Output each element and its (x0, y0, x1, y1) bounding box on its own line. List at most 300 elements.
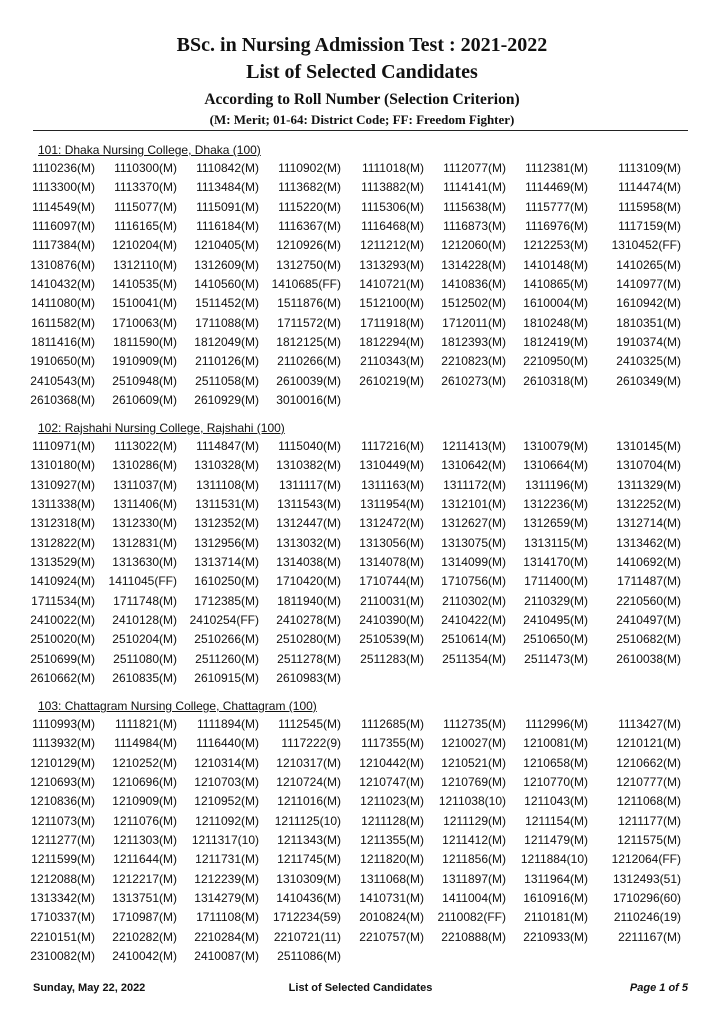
roll-number-cell: 1210121(M) (616, 736, 681, 751)
roll-number-cell: 1314099(M) (441, 554, 506, 569)
roll-number-cell: 1311329(M) (617, 477, 681, 492)
roll-number-cell: 2610039(M) (276, 373, 341, 388)
roll-number-cell: 1310452(FF) (611, 238, 681, 253)
roll-number-cell: 1410265(M) (616, 257, 681, 272)
roll-number-cell: 1211413(M) (442, 439, 506, 453)
roll-number-cell: 1710420(M) (276, 574, 341, 589)
roll-number-cell: 1411080(M) (31, 296, 95, 311)
roll-number-cell: 1312627(M) (441, 516, 506, 531)
roll-number-cell: 2211167(M) (618, 929, 681, 944)
roll-number-cell: 2610609(M) (112, 392, 177, 407)
roll-number-cell: 1211092(M) (195, 813, 259, 828)
roll-number-cell: 2210823(M) (441, 354, 506, 369)
roll-number-cell: 1812393(M) (441, 334, 506, 349)
roll-number-cell: 2511260(M) (195, 651, 259, 666)
roll-number-cell: 1210081(M) (523, 736, 588, 751)
roll-number-cell: 1311897(M) (442, 871, 506, 886)
roll-number-cell: 1111018(M) (361, 161, 424, 175)
roll-number-cell: 1410721(M) (359, 276, 424, 291)
roll-number-cell: 1112996(M) (525, 717, 588, 731)
roll-number-cell: 1113427(M) (618, 717, 681, 731)
roll-number-cell: 1410836(M) (441, 276, 506, 291)
roll-number-cell: 1114984(M) (114, 736, 177, 751)
roll-number-cell: 1116468(M) (361, 218, 424, 233)
roll-number-cell: 2110302(M) (442, 593, 506, 608)
roll-number-cell: 1312472(M) (359, 516, 424, 531)
roll-number-cell: 2511080(M) (113, 651, 177, 666)
roll-number-cell: 1211479(M) (524, 832, 588, 847)
roll-number-cell: 1211129(M) (443, 813, 506, 828)
roll-number-cell: 2110126(M) (195, 354, 259, 369)
roll-number-cell: 1710987(M) (112, 910, 177, 925)
roll-number-cell: 1511876(M) (277, 296, 341, 311)
footer-title: List of Selected Candidates (288, 982, 433, 994)
roll-number-cell: 1114549(M) (32, 199, 95, 214)
roll-number-cell: 1115638(M) (443, 199, 506, 214)
roll-number-cell: 1711108(M) (196, 910, 259, 925)
roll-number-cell: 1313462(M) (616, 535, 681, 550)
roll-number-cell: 2210933(M) (523, 929, 588, 944)
roll-number-cell: 2510020(M) (30, 632, 95, 647)
roll-number-cell: 1210777(M) (616, 774, 681, 789)
roll-number-cell: 1312110(M) (113, 257, 177, 272)
roll-number-cell: 1711748(M) (113, 593, 177, 608)
roll-number-cell: 1112545(M) (278, 717, 341, 731)
roll-number-cell: 1117216(M) (361, 439, 424, 453)
roll-number-cell: 2610273(M) (441, 373, 506, 388)
roll-number-cell: 1313056(M) (359, 535, 424, 550)
roll-number-cell: 1410535(M) (112, 276, 177, 291)
roll-number-cell: 1115220(M) (278, 199, 341, 214)
roll-number-cell: 3010016(M) (276, 392, 341, 407)
roll-number-cell: 1312750(M) (276, 257, 341, 272)
roll-number-cell: 1211154(M) (525, 813, 588, 828)
roll-number-cell: 1510041(M) (112, 296, 177, 311)
roll-number-cell: 1211745(M) (277, 852, 341, 867)
roll-number-cell: 1113932(M) (32, 736, 95, 751)
roll-number-cell: 1116440(M) (196, 736, 259, 751)
roll-number-cell: 2110181(M) (524, 910, 588, 925)
roll-number-cell: 2410278(M) (276, 612, 341, 627)
roll-number-cell: 1311406(M) (113, 496, 177, 511)
roll-number-cell: 1110300(M) (114, 161, 177, 175)
roll-number-cell: 1210769(M) (441, 774, 506, 789)
roll-number-cell: 1310180(M) (30, 458, 95, 473)
roll-number-cell: 2210560(M) (616, 593, 681, 608)
roll-number-cell: 1116097(M) (32, 218, 95, 233)
roll-number-cell: 1210314(M) (194, 755, 259, 770)
roll-number-cell: 1711487(M) (617, 574, 681, 589)
roll-number-cell: 1710337(M) (30, 910, 95, 925)
roll-number-cell: 1311954(M) (360, 496, 424, 511)
roll-number-cell: 1113370(M) (114, 180, 177, 195)
roll-number-cell: 2310082(M) (30, 948, 95, 963)
roll-number-cell: 2410128(M) (112, 612, 177, 627)
roll-number-cell: 1211343(M) (277, 832, 341, 847)
roll-number-cell: 1711088(M) (195, 315, 259, 330)
roll-number-cell: 2511058(M) (195, 373, 259, 388)
roll-number-cell: 2410422(M) (441, 612, 506, 627)
roll-number-cell: 1314170(M) (523, 554, 588, 569)
section-title-rajshahi: 102: Rajshahi Nursing College, Rajshahi (100) (38, 421, 285, 435)
roll-number-cell: 2410390(M) (359, 612, 424, 627)
roll-number-cell: 2410254(FF) (189, 612, 259, 627)
roll-number-cell: 1210696(M) (112, 774, 177, 789)
roll-number-cell: 1116184(M) (196, 218, 259, 233)
roll-number-cell: 1110993(M) (32, 717, 95, 731)
roll-number-cell: 1314078(M) (359, 554, 424, 569)
roll-number-cell: 1312493(51) (612, 871, 681, 886)
roll-number-cell: 1115777(M) (525, 199, 588, 214)
code-legend: (M: Merit; 01-64: District Code; FF: Freedom Fighter) (209, 112, 515, 127)
roll-number-cell: 1210747(M) (359, 774, 424, 789)
roll-number-cell: 1211599(M) (31, 852, 95, 867)
roll-number-cell: 1410560(M) (194, 276, 259, 291)
roll-number-cell: 1512100(M) (359, 296, 424, 311)
roll-number-cell: 1710744(M) (359, 574, 424, 589)
roll-number-cell: 1812294(M) (359, 334, 424, 349)
roll-number-cell: 1411045(FF) (108, 574, 177, 589)
roll-number-cell: 2511086(M) (277, 948, 341, 963)
roll-number-cell: 1210770(M) (523, 774, 588, 789)
roll-number-cell: 1115091(M) (196, 199, 259, 214)
roll-number-cell: 2210284(M) (194, 929, 259, 944)
roll-number-cell: 1210952(M) (194, 794, 259, 809)
roll-number-cell: 1812049(M) (194, 334, 259, 349)
roll-number-cell: 1211076(M) (113, 813, 177, 828)
roll-number-cell: 1311172(M) (443, 477, 506, 492)
roll-number-cell: 1211177(M) (618, 813, 681, 828)
roll-number-cell: 2510280(M) (276, 632, 341, 647)
roll-number-cell: 1210724(M) (276, 774, 341, 789)
roll-number-cell: 1211277(M) (31, 832, 95, 847)
roll-number-cell: 2610349(M) (616, 373, 681, 388)
roll-number-cell: 1212253(M) (523, 238, 588, 253)
roll-number-cell: 1117355(M) (361, 736, 424, 751)
roll-number-cell: 1811416(M) (31, 334, 95, 349)
roll-number-cell: 1211016(M) (277, 794, 341, 809)
roll-number-cell: 2410325(M) (616, 354, 681, 369)
roll-number-cell: 1512502(M) (441, 296, 506, 311)
roll-number-cell: 1110236(M) (32, 161, 95, 175)
roll-number-cell: 1311163(M) (361, 477, 424, 492)
roll-number-cell: 1112685(M) (361, 717, 424, 731)
roll-number-cell: 1610004(M) (523, 296, 588, 311)
roll-number-cell: 1711534(M) (31, 593, 95, 608)
roll-number-cell: 1211820(M) (360, 852, 424, 867)
roll-number-cell: 1710063(M) (112, 315, 177, 330)
roll-number-cell: 1313529(M) (30, 554, 95, 569)
roll-number-cell: 1810248(M) (523, 315, 588, 330)
roll-number-cell: 2110082(FF) (437, 910, 506, 925)
roll-number-cell: 1211355(M) (360, 832, 424, 847)
roll-number-cell: 1310449(M) (359, 458, 424, 473)
roll-number-cell: 2511354(M) (442, 651, 506, 666)
roll-number-cell: 1210926(M) (276, 238, 341, 253)
roll-number-cell: 1211068(M) (617, 794, 681, 809)
roll-number-cell: 1311964(M) (524, 871, 588, 886)
roll-number-cell: 1212217(M) (112, 871, 177, 886)
roll-number-cell: 1312714(M) (616, 516, 681, 531)
roll-number-cell: 1211731(M) (195, 852, 259, 867)
roll-number-cell: 2610368(M) (30, 392, 95, 407)
roll-number-cell: 1410692(M) (616, 554, 681, 569)
roll-number-cell: 1711400(M) (524, 574, 588, 589)
roll-number-cell: 1313751(M) (112, 890, 177, 905)
roll-number-cell: 2510539(M) (359, 632, 424, 647)
section-title-dhaka: 101: Dhaka Nursing College, Dhaka (100) (38, 143, 261, 157)
section-title-chattagram: 103: Chattagram Nursing College, Chattagram (100) (38, 699, 317, 713)
roll-number-cell: 2010824(M) (359, 910, 424, 925)
roll-number-cell: 1712385(M) (194, 593, 259, 608)
roll-number-cell: 2610038(M) (616, 651, 681, 666)
roll-number-cell: 2210282(M) (112, 929, 177, 944)
roll-number-cell: 1610250(M) (194, 574, 259, 589)
roll-number-cell: 1211856(M) (442, 852, 506, 867)
roll-number-cell: 1312352(M) (194, 516, 259, 531)
roll-number-cell: 1113300(M) (32, 180, 95, 195)
roll-number-cell: 1410685(FF) (271, 276, 341, 291)
roll-number-cell: 1311543(M) (277, 496, 341, 511)
roll-number-cell: 1313342(M) (30, 890, 95, 905)
roll-number-cell: 1711572(M) (277, 315, 341, 330)
roll-number-cell: 2510699(M) (30, 651, 95, 666)
roll-number-cell: 1312956(M) (194, 535, 259, 550)
roll-number-cell: 1112735(M) (443, 717, 506, 731)
roll-number-cell: 1211575(M) (617, 832, 681, 847)
roll-number-cell: 1313115(M) (524, 535, 588, 550)
roll-number-cell: 1113682(M) (278, 180, 341, 195)
roll-number-cell: 1210129(M) (30, 755, 95, 770)
roll-number-cell: 1210703(M) (194, 774, 259, 789)
roll-number-cell: 1310309(M) (276, 871, 341, 886)
roll-number-cell: 1410436(M) (276, 890, 341, 905)
roll-number-cell: 1211317(10) (191, 832, 259, 847)
roll-number-cell: 1212088(M) (30, 871, 95, 886)
roll-number-cell: 1212060(M) (441, 238, 506, 253)
roll-number-cell: 1117222(9) (281, 736, 341, 751)
roll-number-cell: 1810351(M) (616, 315, 681, 330)
roll-number-cell: 1112381(M) (525, 161, 588, 175)
roll-number-cell: 1114469(M) (525, 180, 588, 195)
roll-number-cell: 1113109(M) (618, 161, 681, 175)
roll-number-cell: 1211043(M) (524, 794, 588, 809)
roll-number-cell: 1210521(M) (441, 755, 506, 770)
roll-number-cell: 1114847(M) (196, 439, 259, 453)
roll-number-cell: 2210721(11) (273, 929, 341, 944)
roll-number-cell: 1310876(M) (30, 257, 95, 272)
roll-number-cell: 1311068(M) (360, 871, 424, 886)
roll-number-cell: 2610318(M) (523, 373, 588, 388)
roll-number-cell: 1312822(M) (30, 535, 95, 550)
roll-number-cell: 1712234(59) (272, 910, 341, 925)
roll-number-cell: 1312447(M) (276, 516, 341, 531)
roll-number-cell: 2510204(M) (112, 632, 177, 647)
roll-number-cell: 1411004(M) (442, 890, 506, 905)
roll-number-cell: 1313714(M) (194, 554, 259, 569)
roll-number-cell: 2410042(M) (112, 948, 177, 963)
roll-number-cell: 2510650(M) (523, 632, 588, 647)
roll-number-cell: 1311117(M) (278, 477, 341, 492)
roll-number-cell: 1211023(M) (360, 794, 424, 809)
roll-number-cell: 2110266(M) (277, 354, 341, 369)
roll-number-cell: 1710756(M) (441, 574, 506, 589)
roll-number-cell: 1210442(M) (359, 755, 424, 770)
roll-number-cell: 1115040(M) (278, 439, 341, 453)
roll-number-cell: 1812419(M) (523, 334, 588, 349)
roll-number-cell: 1910650(M) (30, 354, 95, 369)
roll-number-cell: 1111894(M) (196, 717, 259, 731)
roll-number-cell: 2410495(M) (523, 612, 588, 627)
roll-number-cell: 2511473(M) (524, 651, 588, 666)
roll-number-cell: 1116165(M) (114, 218, 177, 233)
roll-number-cell: 1114474(M) (618, 180, 681, 195)
roll-number-cell: 1312609(M) (194, 257, 259, 272)
roll-number-cell: 1111821(M) (114, 717, 177, 731)
roll-number-cell: 1212064(FF) (611, 852, 681, 867)
roll-number-cell: 2610915(M) (194, 670, 259, 685)
roll-number-cell: 1311338(M) (31, 496, 95, 511)
roll-number-cell: 2610219(M) (359, 373, 424, 388)
roll-number-cell: 2110246(19) (613, 910, 681, 925)
roll-number-cell: 2410022(M) (30, 612, 95, 627)
roll-number-cell: 1310145(M) (616, 439, 681, 453)
roll-number-cell: 1811590(M) (113, 334, 177, 349)
roll-number-cell: 2511278(M) (277, 651, 341, 666)
roll-number-cell: 1710296(60) (612, 890, 681, 905)
roll-number-cell: 1313293(M) (359, 257, 424, 272)
roll-number-cell: 1211038(10) (438, 794, 506, 809)
header-divider (33, 130, 688, 131)
roll-number-cell: 1210252(M) (112, 755, 177, 770)
roll-number-cell: 1113022(M) (114, 439, 177, 453)
roll-number-cell: 1211644(M) (113, 852, 177, 867)
roll-number-cell: 2610835(M) (112, 670, 177, 685)
roll-number-cell: 2210757(M) (359, 929, 424, 944)
roll-number-cell: 1115958(M) (618, 199, 681, 214)
roll-number-cell: 1210405(M) (194, 238, 259, 253)
roll-number-cell: 1211412(M) (442, 832, 506, 847)
roll-number-cell: 2410087(M) (194, 948, 259, 963)
roll-number-cell: 1812125(M) (276, 334, 341, 349)
roll-number-cell: 2511283(M) (360, 651, 424, 666)
document-subtitle: List of Selected Candidates (246, 61, 478, 83)
roll-number-cell: 1210836(M) (30, 794, 95, 809)
roll-number-cell: 1310642(M) (441, 458, 506, 473)
roll-number-cell: 1610916(M) (523, 890, 588, 905)
roll-number-cell: 1712011(M) (442, 315, 506, 330)
footer-date: Sunday, May 22, 2022 (33, 982, 146, 994)
roll-number-cell: 1210658(M) (523, 755, 588, 770)
roll-number-cell: 1314279(M) (194, 890, 259, 905)
roll-number-cell: 1610942(M) (616, 296, 681, 311)
roll-number-cell: 1311108(M) (196, 477, 259, 492)
roll-number-cell: 1211212(M) (360, 238, 424, 253)
roll-number-cell: 1312330(M) (112, 516, 177, 531)
roll-number-cell: 2110329(M) (524, 593, 588, 608)
roll-number-cell: 1210693(M) (30, 774, 95, 789)
roll-number-cell: 1313630(M) (112, 554, 177, 569)
roll-number-cell: 1312101(M) (441, 496, 506, 511)
roll-number-cell: 2510614(M) (441, 632, 506, 647)
roll-number-cell: 1115077(M) (114, 199, 177, 214)
roll-number-cell: 1811940(M) (277, 593, 341, 608)
page-footer (33, 982, 688, 998)
roll-number-cell: 1310704(M) (616, 458, 681, 473)
roll-number-cell: 1110842(M) (196, 161, 259, 175)
roll-number-cell: 1310286(M) (112, 458, 177, 473)
roll-number-cell: 2210888(M) (441, 929, 506, 944)
footer-page-number: Page 1 of 5 (629, 982, 688, 994)
roll-number-cell: 1113882(M) (361, 180, 424, 195)
selection-criterion: According to Roll Number (Selection Criterion) (204, 91, 520, 108)
roll-number-cell: 2510266(M) (194, 632, 259, 647)
roll-number-cell: 1117159(M) (618, 218, 681, 233)
roll-number-cell: 2510682(M) (616, 632, 681, 647)
roll-number-cell: 1210662(M) (616, 755, 681, 770)
roll-number-cell: 1312318(M) (30, 516, 95, 531)
roll-number-cell: 2610929(M) (194, 392, 259, 407)
roll-number-cell: 2410497(M) (616, 612, 681, 627)
roll-number-cell: 1311196(M) (525, 477, 588, 492)
roll-number-cell: 1410148(M) (523, 257, 588, 272)
roll-number-cell: 1210909(M) (112, 794, 177, 809)
roll-number-cell: 1611582(M) (31, 315, 95, 330)
roll-number-cell: 1116873(M) (443, 218, 506, 233)
roll-number-cell: 1310927(M) (30, 477, 95, 492)
roll-number-cell: 2410543(M) (30, 373, 95, 388)
roll-number-cell: 1313032(M) (276, 535, 341, 550)
roll-number-cell: 1211303(M) (113, 832, 177, 847)
roll-number-cell: 2210950(M) (523, 354, 588, 369)
roll-number-cell: 1210204(M) (112, 238, 177, 253)
roll-number-cell: 1116367(M) (278, 218, 341, 233)
roll-number-cell: 1311531(M) (195, 496, 259, 511)
document-title: BSc. in Nursing Admission Test : 2021-2022 (176, 34, 548, 56)
roll-number-cell: 1410432(M) (30, 276, 95, 291)
roll-number-cell: 1312659(M) (523, 516, 588, 531)
roll-number-cell: 2210151(M) (30, 929, 95, 944)
roll-number-cell: 2510948(M) (112, 373, 177, 388)
roll-number-cell: 1312831(M) (112, 535, 177, 550)
roll-number-cell: 1711918(M) (360, 315, 424, 330)
roll-number-cell: 1112077(M) (443, 161, 506, 175)
roll-number-cell: 1313075(M) (441, 535, 506, 550)
roll-number-cell: 1211128(M) (361, 813, 424, 828)
roll-number-cell: 1312236(M) (523, 496, 588, 511)
roll-number-cell: 1310664(M) (523, 458, 588, 473)
roll-number-cell: 1212239(M) (194, 871, 259, 886)
roll-number-cell: 1410731(M) (359, 890, 424, 905)
roll-number-cell: 2110031(M) (360, 593, 424, 608)
roll-number-cell: 1410977(M) (616, 276, 681, 291)
roll-number-cell: 1910909(M) (112, 354, 177, 369)
roll-number-cell: 2610983(M) (276, 670, 341, 685)
roll-number-cell: 1211125(10) (274, 813, 341, 828)
roll-number-cell: 1110971(M) (32, 439, 95, 453)
roll-number-cell: 1114141(M) (443, 180, 506, 195)
roll-number-cell: 1310079(M) (523, 439, 588, 453)
roll-number-cell: 1210027(M) (441, 736, 506, 751)
roll-number-cell: 1211073(M) (31, 813, 95, 828)
roll-number-cell: 1210317(M) (276, 755, 341, 770)
roll-number-cell: 1410865(M) (523, 276, 588, 291)
roll-number-cell: 2610662(M) (30, 670, 95, 685)
roll-number-cell: 1314038(M) (276, 554, 341, 569)
roll-number-cell: 1211884(10) (520, 852, 588, 867)
roll-number-cell: 1314228(M) (441, 257, 506, 272)
roll-number-cell: 1311037(M) (113, 477, 177, 492)
